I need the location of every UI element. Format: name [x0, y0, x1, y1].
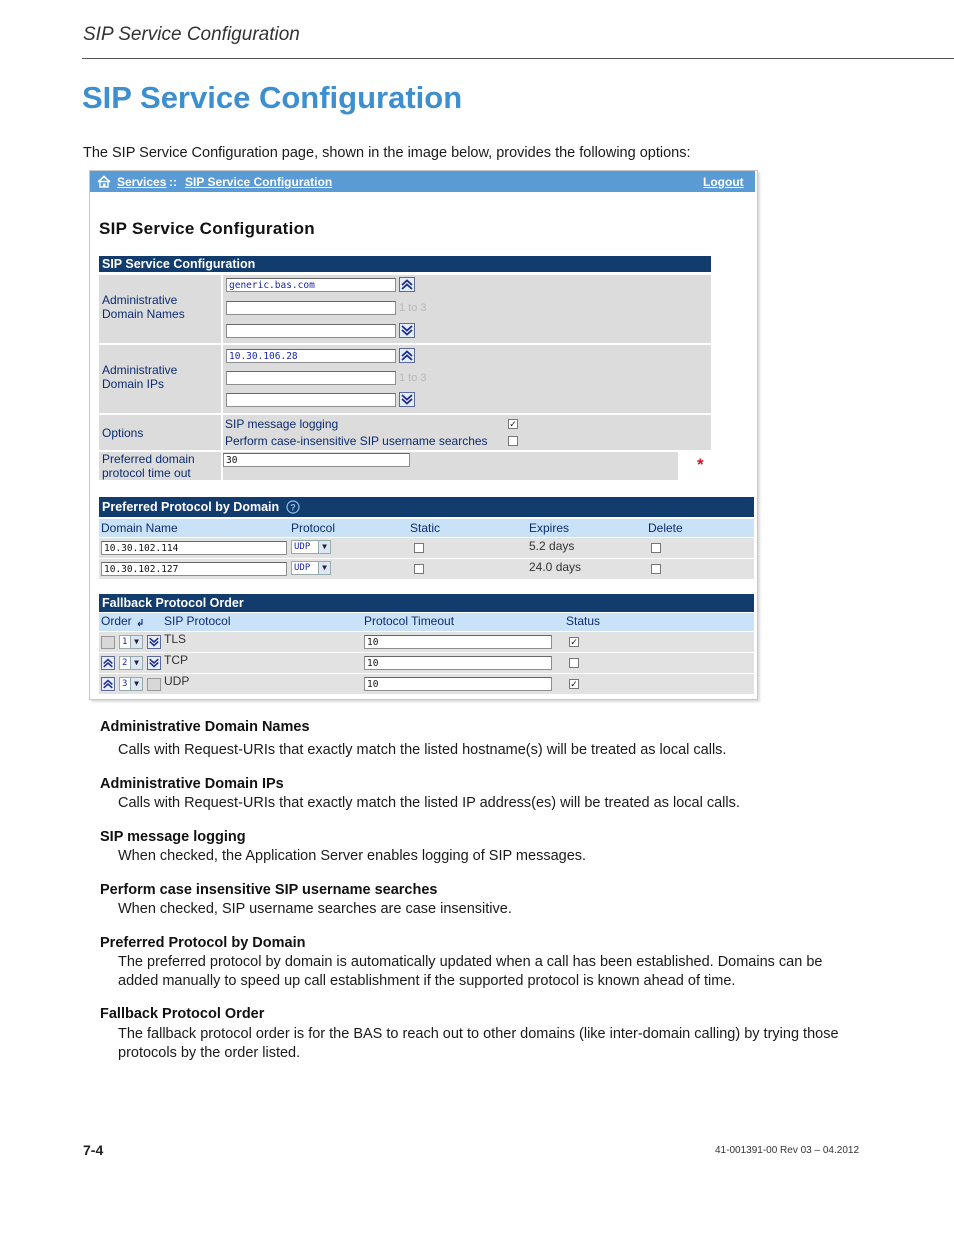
delete-checkbox[interactable] [651, 543, 661, 553]
move-up-icon[interactable] [399, 348, 415, 363]
protocol-select[interactable] [291, 561, 331, 575]
protocol-value: UDP [294, 542, 311, 552]
timeout-input[interactable]: 30 [223, 453, 410, 467]
page-title: SIP Service Configuration [82, 80, 463, 115]
move-up-placeholder [101, 636, 115, 649]
breadcrumb-current-link[interactable]: SIP Service Configuration [185, 175, 333, 189]
order-value: 2 [122, 658, 128, 668]
config-screenshot [89, 170, 758, 700]
help-icon[interactable] [286, 500, 300, 514]
expires-value: 24.0 days [529, 560, 582, 574]
domain-names-row [223, 275, 711, 343]
table-row [99, 674, 754, 694]
desc-text-case-insensitive: When checked, SIP username searches are case insensitive. [118, 901, 512, 917]
domain-names-hint: 1 to 3 [399, 302, 427, 314]
options-label: Options [99, 415, 221, 450]
protocol-select[interactable] [291, 540, 331, 554]
desc-text-preferred-protocol: The preferred protocol by domain is automatically updated when a call has been established. Domains can be added manually to speed up call establishment if the supported protocol is known ahead of time. [118, 954, 823, 989]
protocol-name: TLS [164, 632, 187, 646]
expires-value: 5.2 days [529, 539, 575, 553]
intro-text: The SIP Service Configuration page, shown in the image below, provides the following options: [83, 145, 691, 161]
desc-heading-domain-names: Administrative Domain Names [100, 719, 310, 735]
config-section-heading: SIP Service Configuration [99, 256, 711, 272]
desc-heading-fallback: Fallback Protocol Order [100, 1006, 265, 1022]
table-row [99, 653, 754, 673]
status-checkbox[interactable] [569, 658, 579, 668]
col-order: Order [101, 614, 132, 628]
preferred-section-heading [99, 497, 754, 517]
move-down-icon[interactable] [399, 392, 415, 407]
order-select[interactable] [119, 656, 143, 670]
col-protocol-timeout: Protocol Timeout [364, 614, 455, 628]
doc-id: 41-001391-00 Rev 03 – 04.2012 [715, 1145, 860, 1156]
breadcrumb-bar [90, 171, 755, 192]
chevron-down-icon: ▼ [130, 678, 142, 690]
sip-logging-checkbox[interactable]: ✓ [509, 419, 517, 429]
move-down-icon[interactable] [147, 656, 161, 670]
logout-link[interactable]: Logout [703, 175, 744, 189]
move-down-icon[interactable] [147, 635, 161, 649]
page-number: 7-4 [83, 1142, 104, 1158]
required-marker: * [697, 455, 704, 474]
col-sip-protocol: SIP Protocol [164, 614, 231, 628]
domain-name-input-3[interactable] [226, 324, 396, 338]
col-protocol: Protocol [291, 521, 336, 535]
status-checkbox[interactable]: ✓ [570, 679, 578, 689]
preferred-header-row [99, 519, 754, 537]
domain-ip-input-2[interactable] [226, 371, 396, 385]
case-insensitive-label: Perform case-insensitive SIP username searches [225, 434, 488, 448]
desc-heading-case-insensitive: Perform case insensitive SIP username searches [100, 882, 438, 898]
domain-ip-input-1[interactable]: 10.30.106.28 [226, 349, 396, 363]
protocol-timeout-input[interactable]: 10 [364, 656, 552, 670]
domain-name-input-2[interactable] [226, 301, 396, 315]
col-domain-name: Domain Name [101, 521, 178, 535]
order-value: 3 [122, 679, 128, 689]
options-row [223, 415, 711, 450]
static-checkbox[interactable] [414, 564, 424, 574]
order-select[interactable] [119, 677, 143, 691]
col-static: Static [410, 521, 441, 535]
preferred-heading-text: Preferred Protocol by Domain [102, 500, 280, 514]
col-expires: Expires [529, 521, 570, 535]
desc-text-domain-ips: Calls with Request-URIs that exactly match the listed IP address(es) will be treated as local calls. [118, 795, 740, 811]
desc-heading-sip-logging: SIP message logging [100, 829, 246, 845]
fallback-section-heading: Fallback Protocol Order [99, 594, 754, 612]
case-insensitive-checkbox[interactable] [508, 436, 518, 446]
domain-name-input-1[interactable]: generic.bas.com [226, 278, 396, 292]
protocol-name: UDP [164, 674, 190, 688]
home-icon[interactable] [97, 175, 111, 188]
delete-checkbox[interactable] [651, 564, 661, 574]
svg-text:?: ? [289, 502, 296, 513]
protocol-value: UDP [294, 563, 311, 573]
desc-heading-preferred-protocol: Preferred Protocol by Domain [100, 935, 306, 951]
desc-text-fallback: The fallback protocol order is for the BAS to reach out to other domains (like inter-domain calling) by trying those protocols by the order listed. [118, 1026, 839, 1061]
chevron-down-icon: ▼ [130, 636, 142, 648]
protocol-name: TCP [164, 653, 188, 667]
protocol-timeout-input[interactable]: 10 [364, 635, 552, 649]
protocol-timeout-input[interactable]: 10 [364, 677, 552, 691]
move-up-icon[interactable] [101, 677, 115, 691]
col-status: Status [566, 614, 601, 628]
domain-cell-input[interactable]: 10.30.102.127 [101, 562, 287, 576]
domain-ips-label: Administrative Domain IPs [99, 345, 221, 413]
sip-logging-label: SIP message logging [225, 417, 339, 431]
table-row [99, 632, 754, 652]
breadcrumb-separator: :: [169, 175, 177, 189]
timeout-row [223, 452, 678, 480]
order-value: 1 [122, 637, 128, 647]
chevron-down-icon: ▼ [318, 562, 330, 574]
move-down-icon[interactable] [399, 323, 415, 338]
move-up-icon[interactable] [399, 277, 415, 292]
domain-ips-row [223, 345, 711, 413]
domain-ips-hint: 1 to 3 [399, 372, 427, 384]
table-row [99, 559, 754, 579]
static-checkbox[interactable] [414, 543, 424, 553]
desc-text-sip-logging: When checked, the Application Server enables logging of SIP messages. [118, 848, 587, 864]
move-down-placeholder [147, 678, 161, 691]
domain-names-label: Administrative Domain Names [99, 275, 221, 343]
chevron-down-icon: ▼ [130, 657, 142, 669]
screenshot-title: SIP Service Configuration [99, 219, 315, 238]
header-rule [82, 58, 954, 59]
sort-icon[interactable] [136, 618, 145, 627]
table-row [99, 538, 754, 558]
domain-cell-input[interactable]: 10.30.102.114 [101, 541, 287, 555]
move-up-icon[interactable] [101, 656, 115, 670]
status-checkbox[interactable]: ✓ [570, 637, 578, 647]
running-header: SIP Service Configuration [83, 24, 300, 45]
domain-ip-input-3[interactable] [226, 393, 396, 407]
col-delete: Delete [648, 521, 683, 535]
desc-text-domain-names: Calls with Request-URIs that exactly match the listed hostname(s) will be treated as local calls. [118, 742, 727, 758]
timeout-label: Preferred domain protocol time out [99, 452, 221, 480]
chevron-down-icon: ▼ [318, 541, 330, 553]
breadcrumb-services-link[interactable]: Services [117, 175, 167, 189]
fallback-header-row [99, 613, 754, 631]
desc-heading-domain-ips: Administrative Domain IPs [100, 776, 284, 792]
order-select[interactable] [119, 635, 143, 649]
